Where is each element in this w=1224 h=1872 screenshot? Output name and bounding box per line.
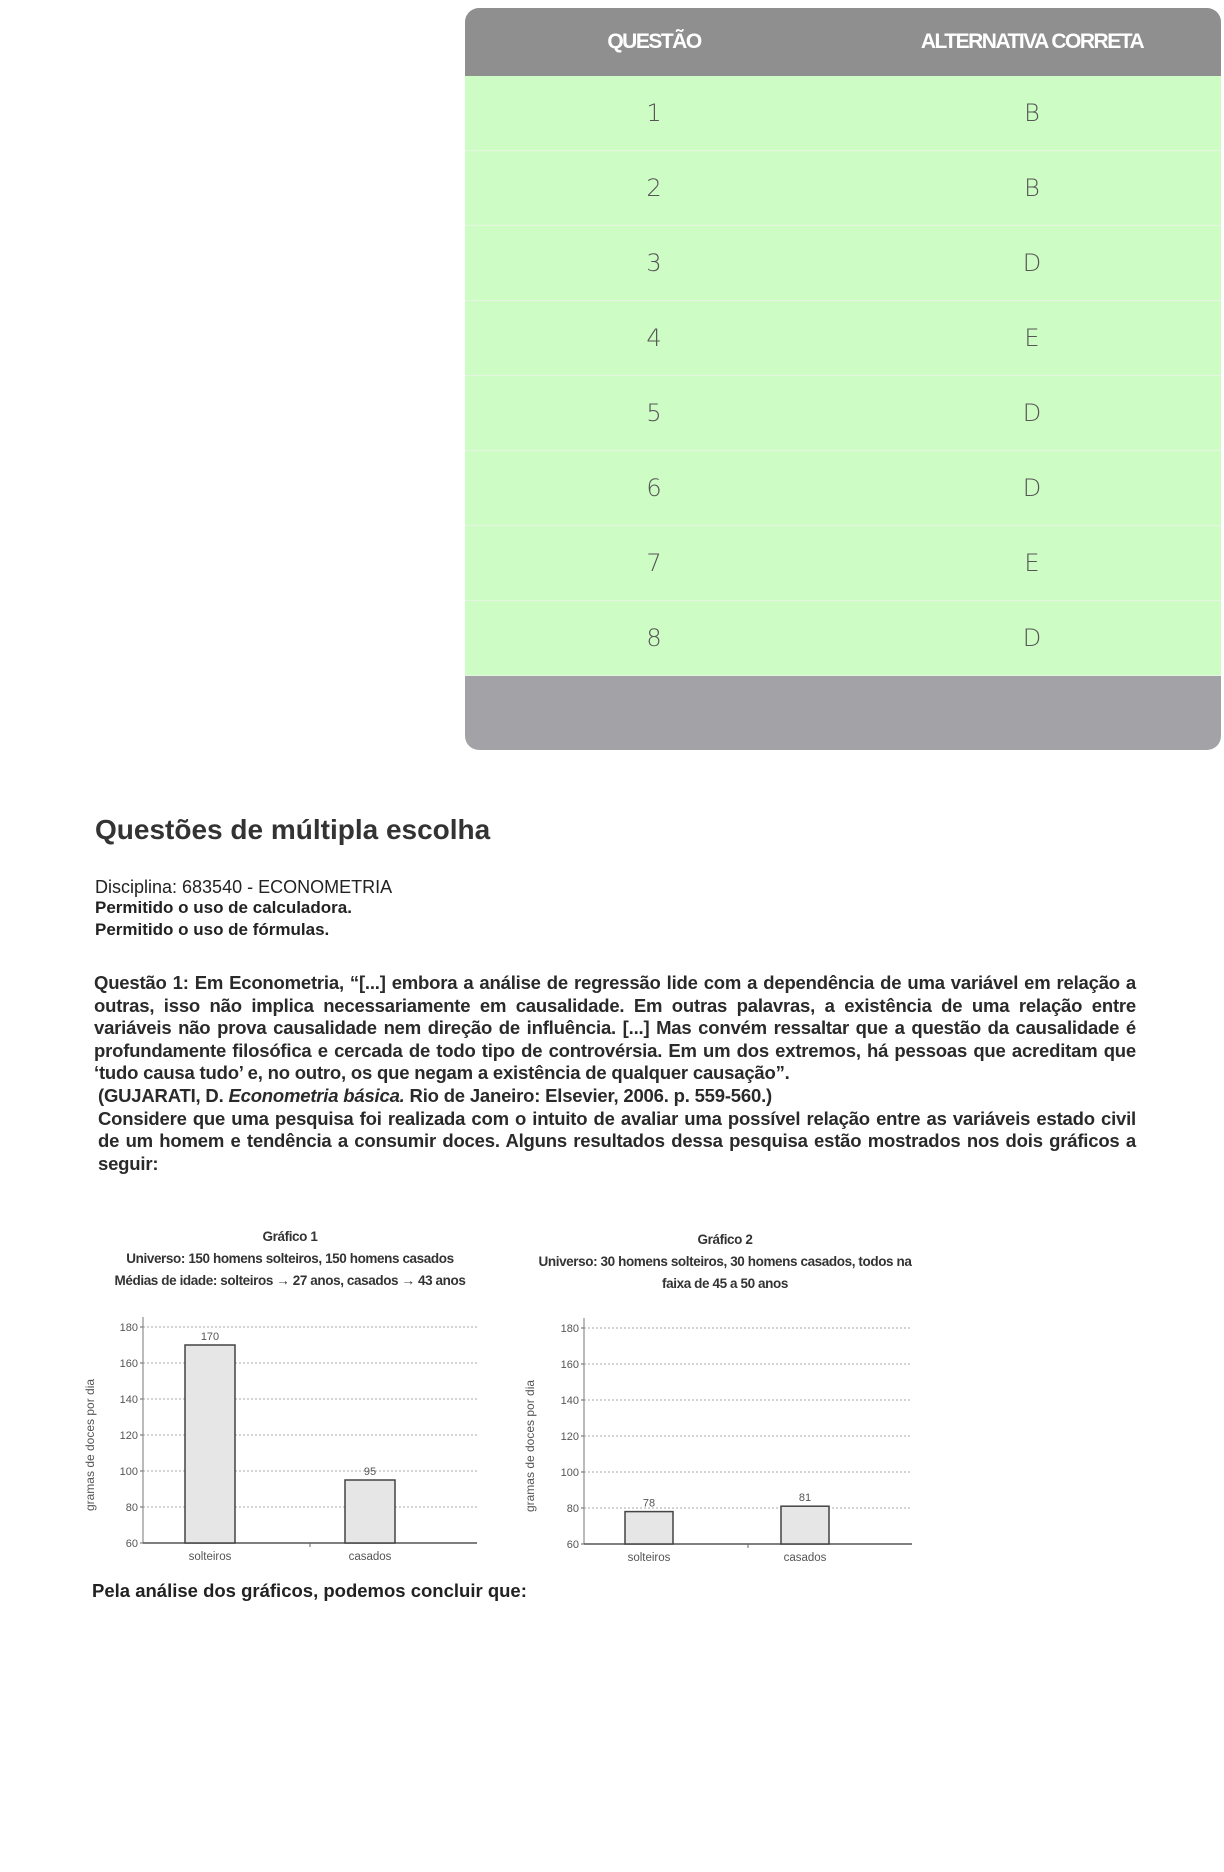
x-tick-label: solteiros (627, 1552, 671, 1564)
table-row (465, 601, 1221, 676)
y-tick-label: 100 (119, 1466, 138, 1478)
citation (94, 1085, 1136, 1108)
citation-book: Econometria básica. (228, 1084, 405, 1106)
table-header (465, 8, 1221, 76)
y-tick-label: 60 (125, 1538, 138, 1550)
y-tick-label: 80 (125, 1502, 138, 1514)
table-row (465, 151, 1221, 226)
bar-casados (781, 1506, 829, 1544)
question-number: 1 (646, 99, 662, 127)
y-axis-label: gramas de doces por dia (83, 1378, 97, 1512)
data-label: 81 (798, 1492, 812, 1505)
header-questao: QUESTÃO (607, 30, 701, 53)
y-tick-label: 180 (560, 1323, 579, 1335)
question-number: 7 (646, 549, 662, 577)
x-tick-label: casados (348, 1551, 392, 1563)
chart2-subtitle-2: faixa de 45 a 50 anos (662, 1276, 788, 1291)
question-number: 6 (646, 474, 662, 502)
bar-solteiros (185, 1345, 235, 1543)
data-label: 95 (363, 1466, 377, 1478)
chart1-subtitle-2: Médias de idade: solteiros → 27 anos, casados → 43 anos (114, 1273, 466, 1288)
table-row (465, 301, 1221, 376)
y-tick-label: 160 (119, 1358, 138, 1370)
chart2-subtitle-1: Universo: 30 homens solteiros, 30 homens casados, todos na (538, 1254, 912, 1269)
correct-answer: E (1024, 549, 1040, 577)
conclusion-prompt: Pela análise dos gráficos, podemos concluir que: (92, 1580, 527, 1601)
y-tick-label: 180 (119, 1322, 138, 1334)
note-calculator: Permitido o uso de calculadora. (95, 898, 352, 917)
bar-casados (345, 1480, 395, 1543)
citation-pre: (GUJARATI, D. (98, 1084, 229, 1106)
question-number: 8 (646, 624, 662, 652)
discipline: Disciplina: 683540 - ECONOMETRIA (95, 877, 393, 897)
y-tick-label: 80 (566, 1503, 579, 1515)
chart-2 (520, 1300, 1020, 1580)
chart1-title: Gráfico 1 (262, 1229, 318, 1244)
bar-solteiros (625, 1512, 673, 1544)
chart1-titles (90, 1226, 490, 1292)
correct-answer: D (1022, 249, 1042, 277)
y-tick-label: 160 (560, 1359, 579, 1371)
question-number: 2 (646, 174, 662, 202)
table-row (465, 226, 1221, 301)
y-tick-label: 60 (566, 1539, 579, 1551)
table-footer (465, 676, 1221, 750)
correct-answer: D (1022, 474, 1042, 502)
correct-answer: D (1022, 624, 1042, 652)
data-label: 78 (642, 1497, 656, 1510)
x-tick-label: casados (783, 1552, 827, 1564)
question-number: 4 (646, 324, 662, 352)
correct-answer: B (1024, 174, 1040, 202)
question-number: 3 (646, 249, 662, 277)
chart1-subtitle-1: Universo: 150 homens solteiros, 150 homens casados (126, 1251, 454, 1266)
chart2-title: Gráfico 2 (697, 1232, 753, 1247)
question-body (94, 972, 1136, 1175)
correct-answer: E (1024, 324, 1040, 352)
correct-answer: B (1024, 99, 1040, 127)
answer-table (465, 8, 1221, 750)
header-alternativa: ALTERNATIVA CORRETA (920, 30, 1144, 53)
x-tick-label: solteiros (188, 1551, 232, 1563)
y-axis-label: gramas de doces por dia (523, 1379, 537, 1513)
y-tick-label: 140 (560, 1395, 579, 1407)
y-tick-label: 120 (119, 1430, 138, 1442)
y-tick-label: 120 (560, 1431, 579, 1443)
table-row (465, 76, 1221, 151)
table-row (465, 376, 1221, 451)
table-row (465, 526, 1221, 601)
y-tick-label: 100 (560, 1467, 579, 1479)
data-label: 170 (200, 1331, 220, 1343)
chart2-titles (515, 1229, 935, 1295)
citation-post: Rio de Janeiro: Elsevier, 2006. p. 559-560.) (404, 1084, 772, 1106)
chart-1 (80, 1300, 580, 1580)
question-number: 5 (646, 399, 662, 427)
page-title: Questões de múltipla escolha (95, 814, 491, 845)
context-text: Considere que uma pesquisa foi realizada com o intuito de avaliar uma possível relação entre as variáveis estado civil de um homem e tendência a consumir doces. Alguns resultados dessa pesquisa estão mostrados nos dois gráficos a seguir: (98, 1107, 1136, 1174)
table-row (465, 451, 1221, 526)
y-tick-label: 140 (119, 1394, 138, 1406)
correct-answer: D (1022, 399, 1042, 427)
question-text: Questão 1: Em Econometria, “[...] embora a análise de regressão lide com a dependência de uma variável em relação a outras, isso não implica necessariamente em causalidade. Em outras palavras, a existência de uma relação entre variáveis não prova causalidade nem direção de influência. [...] Mas convém ressaltar que a questão da causalidade é profundamente filosófica e cercada de todo tipo de controvérsia. Em um dos extremos, há pessoas que acreditam que ‘tudo causa tudo’ e, no outro, os que negam a existência de qualquer causação”. (94, 972, 1136, 1084)
note-formulas: Permitido o uso de fórmulas. (95, 920, 330, 939)
